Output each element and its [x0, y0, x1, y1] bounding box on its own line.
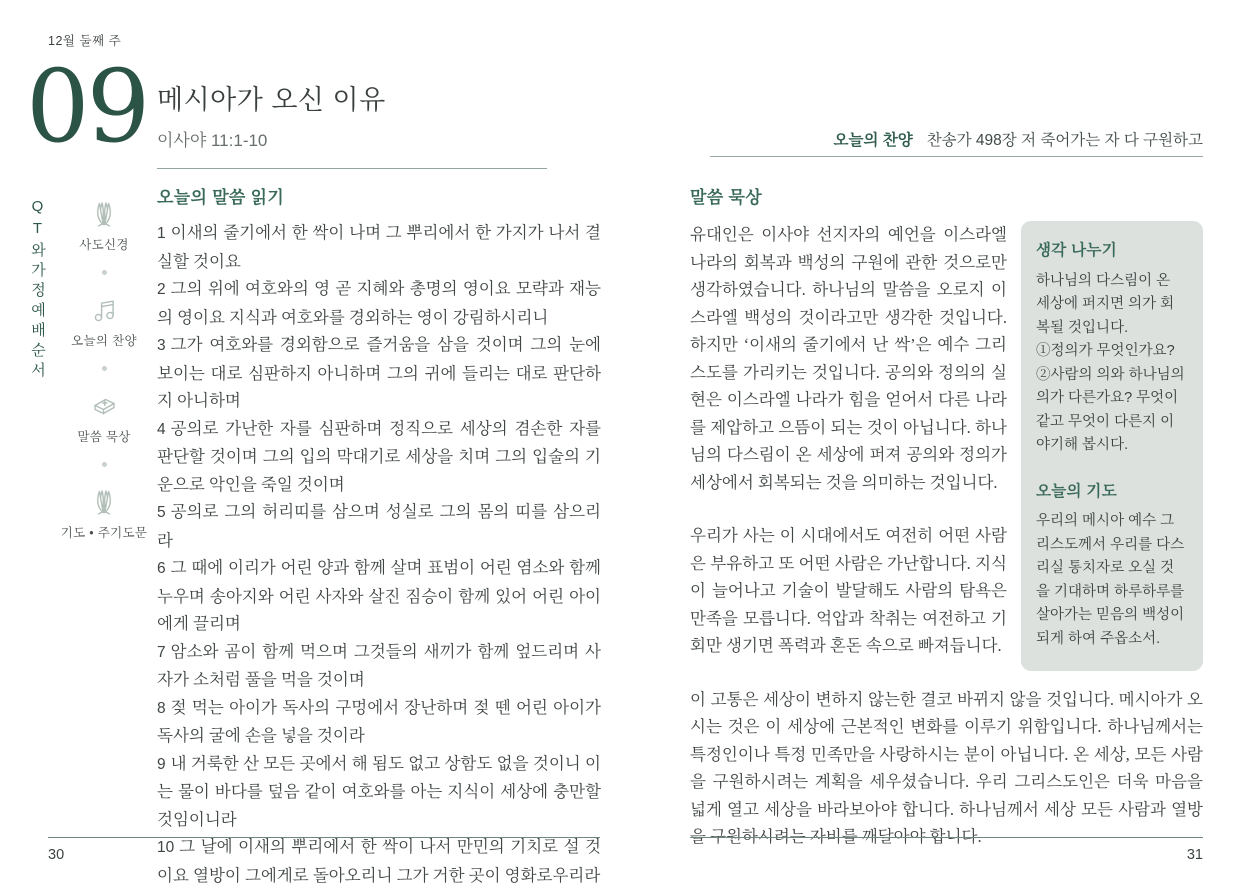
- verse-text: 공의로 그의 허리띠를 삼으며 성실로 그의 몸의 띠를 삼으리라: [157, 502, 601, 550]
- week-label: 12월 둘째 주: [48, 34, 122, 48]
- hymn-divider: [710, 156, 1203, 157]
- verse: [157, 498, 601, 554]
- worship-order-label: 말씀 묵상: [77, 430, 131, 444]
- verse: [157, 750, 601, 834]
- worship-order-item: [61, 484, 147, 541]
- sidebar-vertical-label: [27, 198, 48, 558]
- verse-number: 1: [157, 225, 166, 242]
- worship-order-list: [50, 196, 158, 541]
- hymn-title: 찬송가 498장 저 죽어가는 자 다 구원하고: [926, 132, 1203, 149]
- verse: [157, 275, 601, 331]
- hymn-label: 오늘의 찬양: [833, 132, 913, 149]
- meditation-paragraph: 우리가 사는 이 시대에서도 여전히 어떤 사람은 부유하고 또 어떤 사람은 가난합니다. 지식이 늘어나고 기술이 발달해도 사람의 탐욕은 만족을 모릅니다. 억압과 착취는 여전하고 기회만 생기면 폭력과 혼돈 속으로 빠져듭니다.: [690, 526, 1007, 655]
- worship-order-item: [77, 388, 130, 445]
- verse-number: 8: [157, 699, 166, 717]
- vertical-label-segment: 순서: [29, 342, 46, 382]
- scripture-reference: 이사야 11:1-10: [157, 131, 268, 150]
- left-page-footer: [48, 837, 600, 863]
- meditation-heading: 말씀 묵상: [690, 188, 762, 207]
- verse-number: 4: [157, 420, 166, 438]
- dot-separator: [102, 366, 107, 371]
- worship-order-label: 기도 • 주기도문: [60, 526, 148, 540]
- share-question: ②사람의 의와 하나님의 의가 다른가요? 무엇이 같고 무엇이 다른지 이야기해 봅시다.: [1036, 366, 1185, 453]
- verse-text: 공의로 가난한 자를 심판하며 정직으로 세상의 겸손한 자를 판단할 것이며 그의 입의 막대기로 세상을 치며 그의 입술의 기운으로 악인을 죽일 것이며: [157, 418, 601, 494]
- hymn-of-the-day: [690, 128, 1203, 150]
- music-notes-icon: [86, 292, 122, 328]
- vertical-label-segment: QT와: [29, 198, 46, 262]
- worship-order-label: 사도신경: [79, 238, 129, 252]
- prayer-heading: 오늘의 기도: [1036, 482, 1117, 500]
- verse: [157, 638, 601, 694]
- verse: [157, 415, 601, 499]
- meditation-paragraph: 이 고통은 세상이 변하지 않는한 결코 바뀌지 않을 것입니다. 메시아가 오시는 것은 이 세상에 근본적인 변화를 이루기 위함입니다. 하나님께서는 특정인이나 특정 민족만을 사랑하시는 분이 아닙니다. 온 세상, 모든 사람을 구원하시려는 계획을 세우셨습니다. 우리 그리스도인은 더욱 마음을 넓게 열고 세상을 바라보아야 합니다. 하나님께서 세상 모든 사람과 열방을 구원하시려는 자비를 깨달아야 합니다.: [690, 689, 1203, 846]
- verse-text: 그 때에 이리가 어린 양과 함께 살며 표범이 어린 염소와 함께 누우며 송아지와 어린 사자와 살진 짐승이 함께 있어 어린 아이에게 끌리며: [157, 558, 601, 633]
- verse-text: 그의 위에 여호와의 영 곧 지혜와 총명의 영이요 모략과 재능의 영이요 지식과 여호와를 경외하는 영이 강림하시리니: [157, 279, 601, 327]
- verse-number: 3: [157, 337, 166, 354]
- left-page-number: 30: [48, 847, 65, 863]
- meditation-section: [690, 183, 1203, 851]
- vertical-label-segment: 가정예배: [29, 262, 46, 342]
- title-divider: [157, 168, 547, 169]
- verse-number: 2: [157, 281, 166, 298]
- verse-text: 그 날에 이새의 뿌리에서 한 싹이 나서 만민의 기치로 설 것이요 열방이 그에게로 돌아오리니 그가 거한 곳이 영화로우리라: [157, 837, 601, 885]
- verse: [157, 554, 601, 638]
- scripture-reading-section: [157, 183, 601, 889]
- verse: [157, 694, 601, 750]
- verse-text: 암소와 곰이 함께 먹으며 그것들의 새끼가 함께 엎드리며 사자가 소처럼 풀을 먹을 것이며: [157, 641, 601, 689]
- verse-text: 이새의 줄기에서 한 싹이 나며 그 뿌리에서 한 가지가 나서 결실할 것이요: [157, 223, 601, 271]
- share-question-list: [1036, 340, 1188, 458]
- worship-order-item: [71, 292, 137, 349]
- verse-list: [157, 219, 601, 889]
- verse: [157, 219, 601, 275]
- prayer-block: [1036, 480, 1188, 652]
- verse-number: 10: [157, 839, 175, 856]
- verse-number: 9: [157, 755, 166, 773]
- share-intro: 하나님의 다스림이 온 세상에 퍼지면 의가 회복될 것입니다.: [1036, 272, 1175, 336]
- bible-icon: [86, 388, 122, 424]
- page-title: 메시아가 오신 이유: [157, 85, 386, 115]
- dot-separator: [102, 462, 107, 467]
- share-heading: 생각 나누기: [1036, 242, 1117, 259]
- meditation-body: [690, 221, 1203, 851]
- verse-number: 6: [157, 560, 166, 577]
- share-question: ①정의가 무엇인가요?: [1036, 343, 1175, 359]
- worship-order-label: 오늘의 찬양: [71, 334, 137, 348]
- prayer-text: 우리의 메시아 예수 그리스도께서 우리를 다스리실 통치자로 오실 것을 기대하며 하루하루를 살아가는 믿음의 백성이 되게 하여 주옵소서.: [1036, 513, 1185, 647]
- meditation-paragraph: 유대인은 이사야 선지자의 예언을 이스라엘 나라의 회복과 백성의 구원에 관한 것으로만 생각하였습니다. 하나님의 말씀을 오로지 이스라엘 백성의 것이라고만 생각한 것입니다. 하지만 ‘이새의 줄기에서 난 싹’은 예수 그리스도를 가리키는 것입니다. 공의와 정의의 실현은 이스라엘 나라가 힘을 얻어서 다른 나라를 제압하고 으뜸이 되는 것이 아닙니다. 하나님의 다스림이 온 세상에 퍼져 공의와 정의가 세상에서 회복되는 것을 의미하는 것입니다.: [690, 225, 1007, 492]
- title-block: [157, 78, 547, 169]
- praying-hands-icon: [86, 484, 122, 520]
- right-page-number: 31: [1186, 847, 1203, 863]
- praying-hands-icon: [86, 196, 122, 232]
- dot-separator: [102, 270, 107, 275]
- right-page-footer: [690, 837, 1203, 863]
- verse: [157, 331, 601, 415]
- worship-order-item: [79, 196, 129, 253]
- verse-text: 젖 먹는 아이가 독사의 구멍에서 장난하며 젖 뗀 어린 아이가 독사의 굴에 손을 넣을 것이라: [157, 697, 601, 745]
- verse-number: 5: [157, 504, 166, 521]
- reading-heading: 오늘의 말씀 읽기: [157, 188, 285, 207]
- verse-text: 내 거룩한 산 모든 곳에서 해 됨도 없고 상함도 없을 것이니 이는 물이 바다를 덮음 같이 여호와를 아는 지식이 세상에 충만할 것임이니라: [157, 753, 601, 829]
- day-number: 09: [26, 48, 148, 165]
- reflection-prayer-box: [1021, 221, 1203, 671]
- verse-text: 그가 여호와를 경외함으로 즐거움을 삼을 것이며 그의 눈에 보이는 대로 심판하지 아니하며 그의 귀에 들리는 대로 판단하지 아니하며: [157, 335, 601, 410]
- verse-number: 7: [157, 643, 166, 661]
